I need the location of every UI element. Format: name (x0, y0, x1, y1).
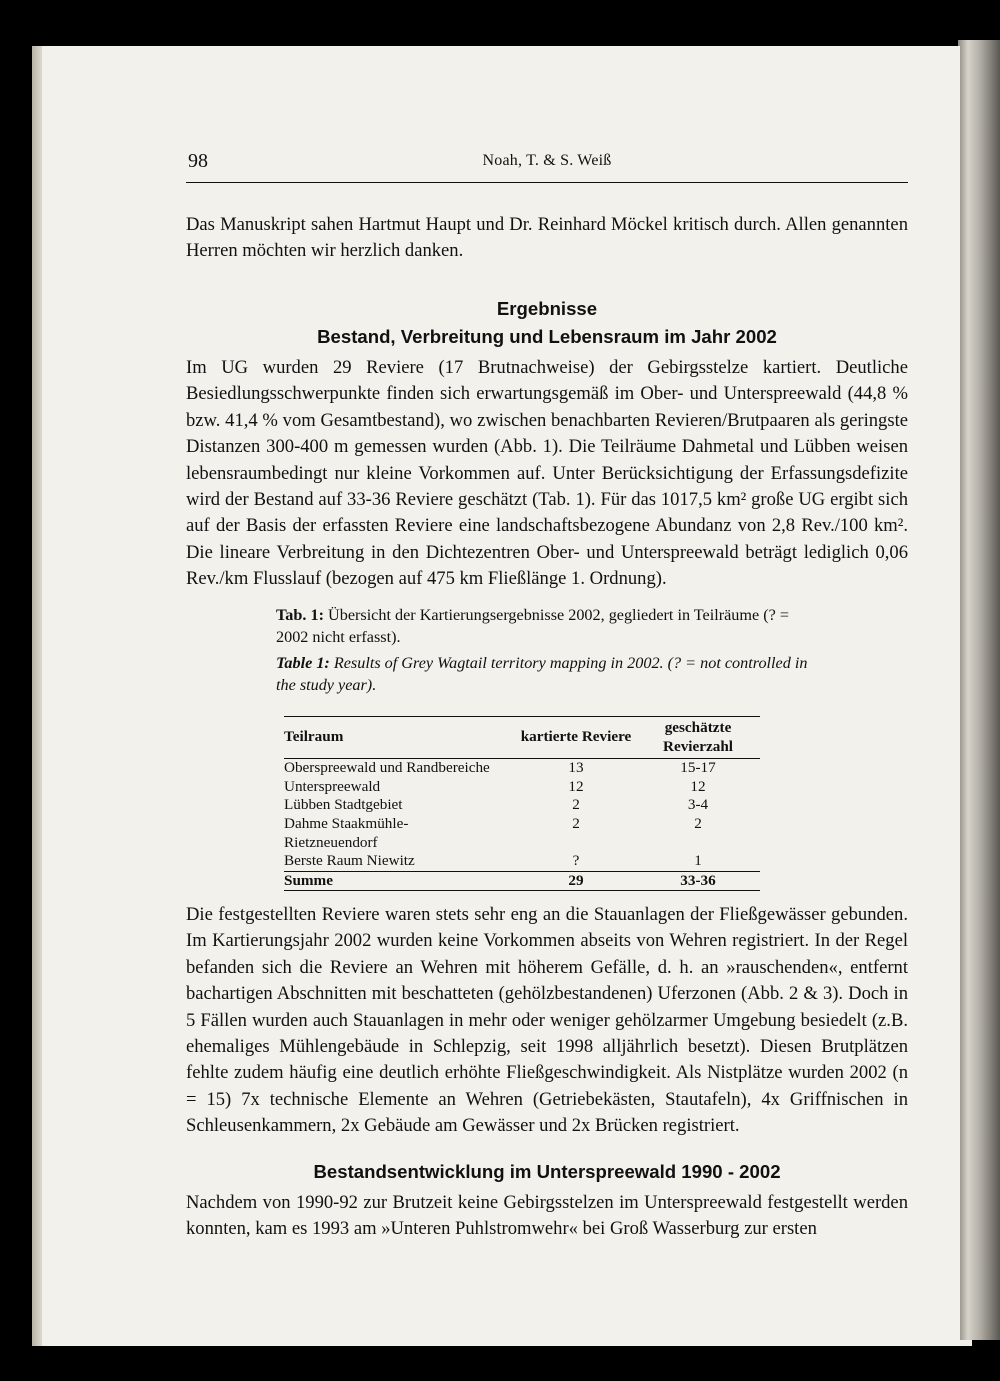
table-caption-en (276, 652, 818, 696)
table-cell: 12 (690, 777, 706, 795)
habitat-paragraph: Die festgestellten Reviere waren stets sehr eng an die Stauanlagen der Fließgewässer gebunden. Im Kartierungsjahr 2002 wurden keine Vorkommen abseits von Wehren registriert. In der Regel befanden sich die Reviere an Wehren mit höherem Gefälle, d. h. an »rauschenden«, entfernt bachartigen Abschnitten mit beschatteten (gehölzbestandenen) Uferzonen (Abb. 2 & 3). Doch in 5 Fällen wurden auch Stauanlagen in mehr oder weniger gehölzarmer Umgebung besiedelt (z.B. ehemaliges Mühlengebäude in Schlepzig, seit 1998 alljährlich besetzt). Diesen Brutplätzen fehlte zudem häufig eine deutlich erhöhte Fließgeschwindigkeit. Als Nistplätze wurden 2002 (n = 15) 7x technische Elemente an Wehren (Getriebekästen, Stautafeln), 4x Griffnischen in Schleusenkammern, 2x Gebäude am Gewässer und 2x Brücken registriert. (186, 904, 908, 1137)
table-caption-de (276, 604, 818, 648)
table-cell: 1 (694, 852, 702, 870)
section-title-results: Ergebnisse (496, 298, 598, 319)
table-cell: 33-36 (636, 871, 760, 891)
section-subtitle-results: Bestand, Verbreitung und Lebensraum im Jahr 2002 (317, 326, 777, 347)
development-paragraph: Nachdem von 1990-92 zur Brutzeit keine Gebirgsstelzen im Unterspreewald festgestellt werden konnten, kam es 1993 am »Unteren Puhlstromwehr« bei Groß Wasserburg zur ersten (186, 1192, 908, 1240)
table-row (284, 815, 760, 834)
table-header-row (284, 717, 760, 759)
caption-label-de: Tab. 1: (276, 606, 324, 624)
table-cell: Oberspreewald und Randbereiche (284, 759, 490, 777)
section-title-development: Bestandsentwicklung im Unterspreewald 1990 - 2002 (313, 1161, 781, 1182)
table-cell: Summe (284, 871, 516, 891)
page-header (186, 148, 908, 183)
table-cell: 29 (516, 871, 636, 891)
table-row (284, 852, 760, 871)
table-cell: 12 (568, 777, 584, 795)
results-table (284, 716, 760, 891)
table-row (284, 759, 760, 778)
table-cell: Rietzneuendorf (284, 833, 378, 851)
results-paragraph: Im UG wurden 29 Reviere (17 Brutnachweise) der Gebirgsstelze kartiert. Deutliche Besiedlungsschwerpunkte finden sich erwartungsgemäß im Ober- und Unterspreewald (44,8 % bzw. 41,4 % vom Gesamtbestand), wo zwischen benachbarten Revieren/Brutpaaren als geringste Distanzen 300-400 m gemessen wurden (Abb. 1). Die Teilräume Dahmetal und Lübben weisen lebensraumbedingt nur kleine Vorkommen auf. Unter Berücksichtigung der Erfassungsdefizite wird der Bestand auf 33-36 Reviere geschätzt (Tab. 1). Für das 1017,5 km² große UG ergibt sich auf der Basis der erfassten Reviere eine landschaftsbezogene Abundanz von 2,8 Rev./100 km². Die lineare Verbreitung in den Dichtezentren Ober- und Unterspreewald beträgt lediglich 0,06 Rev./km Flusslauf (bezogen auf 475 km Fließlänge 1. Ordnung). (186, 357, 908, 590)
table-cell: ? (572, 852, 580, 870)
table-cell: 2 (572, 796, 580, 814)
running-head: Noah, T. & S. Weiß (482, 152, 612, 169)
table-cell (516, 834, 636, 853)
table-sum-row (284, 871, 760, 891)
caption-label-en: Table 1: (276, 654, 330, 672)
table-row (284, 778, 760, 797)
table-cell: Dahme Staakmühle- (284, 814, 409, 832)
table-cell: Berste Raum Niewitz (284, 852, 415, 870)
acknowledgement-paragraph: Das Manuskript sahen Hartmut Haupt und Dr. Reinhard Möckel kritisch durch. Allen genannten Herren möchten wir herzlich danken. (186, 214, 908, 262)
page-number: 98 (188, 150, 208, 172)
table-row (284, 834, 760, 853)
table-header-cell: kartierte Reviere (516, 717, 636, 759)
table-cell: 2 (694, 814, 702, 832)
table-row (284, 796, 760, 815)
table-cell: 13 (568, 759, 584, 777)
caption-text-en: Results of Grey Wagtail territory mapping in 2002. (? = not controlled in the study year). (276, 654, 808, 694)
book-edge (958, 40, 1000, 1340)
table-cell: 3-4 (687, 796, 709, 814)
table-header-cell: geschätzte Revierzahl (636, 717, 760, 759)
table-header-cell: Teilraum (284, 717, 516, 759)
table-cell: 15-17 (680, 759, 716, 777)
caption-text-de: Übersicht der Kartierungsergebnisse 2002, gegliedert in Teilräume (? = 2002 nicht erfasst). (276, 606, 789, 646)
table-cell: 2 (572, 814, 580, 832)
table-cell: Lübben Stadtgebiet (284, 796, 403, 814)
table-cell: Unterspreewald (284, 777, 381, 795)
table-cell (636, 834, 760, 853)
